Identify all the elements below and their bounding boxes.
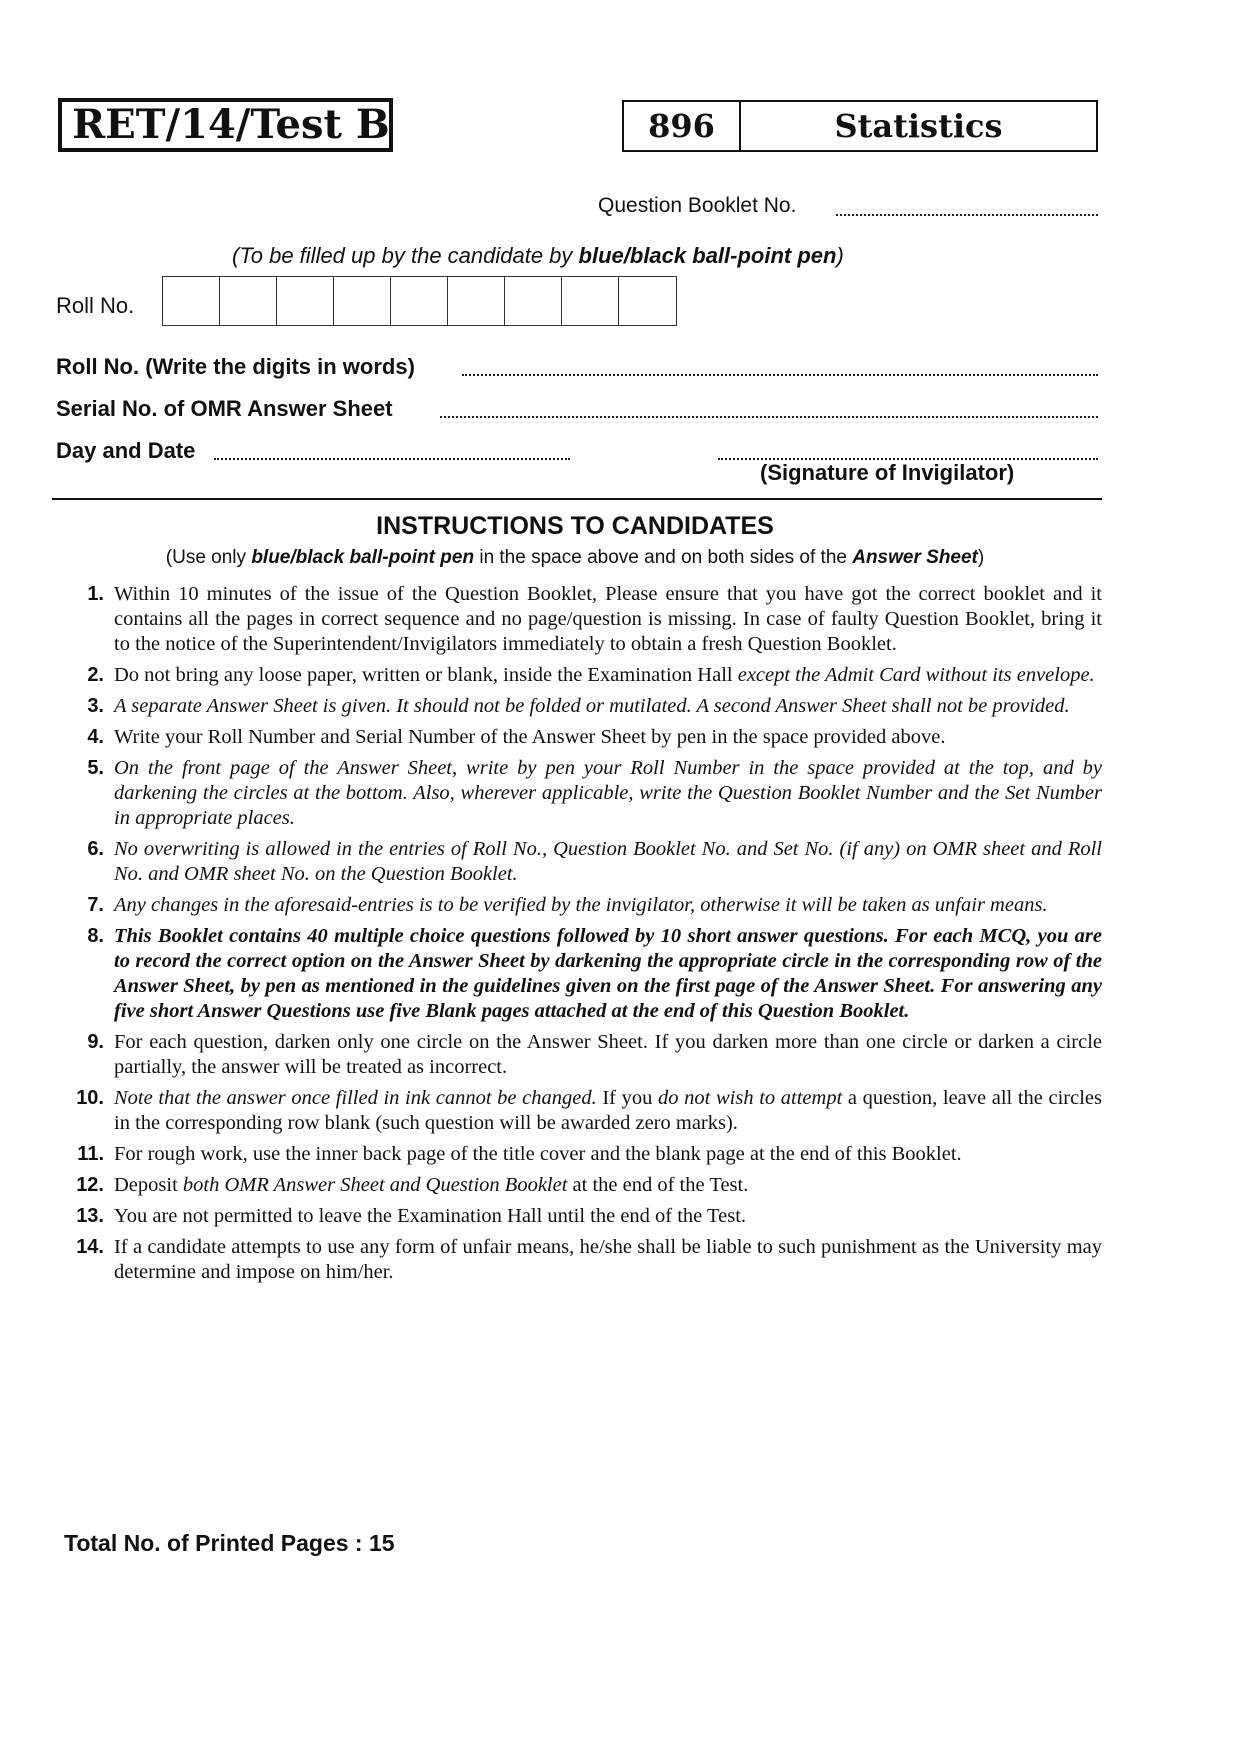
subject-code: 896 bbox=[624, 102, 741, 150]
roll-number-box[interactable] bbox=[391, 277, 448, 325]
roll-in-words-line[interactable] bbox=[462, 374, 1098, 376]
fill-instruction-note bbox=[232, 243, 844, 269]
instruction-text-part: Deposit bbox=[114, 1174, 183, 1196]
day-date-line[interactable] bbox=[214, 458, 570, 460]
instruction-text-part: For rough work, use the inner back page of the title cover and the blank page at the end of this Booklet. bbox=[114, 1143, 962, 1165]
fill-note-pre: (To be filled up by the candidate by bbox=[232, 243, 579, 268]
roll-number-label: Roll No. bbox=[56, 293, 135, 318]
total-printed-pages: Total No. of Printed Pages : 15 bbox=[64, 1530, 395, 1556]
instruction-text-part: Any changes in the aforesaid-entries is to be verified by the invigilator, otherwise it will be taken as unfair means. bbox=[114, 894, 1048, 916]
instruction-number: 6. bbox=[87, 838, 104, 860]
instruction-number: 9. bbox=[87, 1031, 104, 1053]
instruction-number: 11. bbox=[77, 1143, 104, 1165]
instruction-text-part: Within 10 minutes of the issue of the Question Booklet, Please ensure that you have got the correct booklet and it contains all the pages in correct sequence and no page/question is missing. In case of faulty Question Booklet, bring it to the notice of the Superintendent/Invigilators immediately to obtain a fresh Question Booklet. bbox=[114, 583, 1102, 655]
instruction-text-part: except the Admit Card without its envelope. bbox=[737, 664, 1095, 686]
day-date-label: Day and Date bbox=[56, 438, 196, 463]
instruction-text-part: If a candidate attempts to use any form of unfair means, he/she shall be liable to such punishment as the University may determine and impose on him/her. bbox=[114, 1236, 1102, 1283]
instruction-text-part: do not wish to attempt bbox=[658, 1087, 843, 1109]
roll-number-box[interactable] bbox=[220, 277, 277, 325]
instruction-item bbox=[56, 663, 1102, 688]
instruction-number: 14. bbox=[76, 1236, 104, 1258]
instructions-subtitle bbox=[0, 547, 1150, 569]
sub-post: ) bbox=[977, 547, 985, 568]
roll-number-box[interactable] bbox=[505, 277, 562, 325]
instruction-text-part: This Booklet contains 40 multiple choice questions followed by 10 short answer questions. For each MCQ, you are to record the correct option on the Answer Sheet by darkening the appropriate circle in the corresponding row of the Answer Sheet, by pen as mentioned in the guidelines given on the first page of the Answer Sheet. For answering any five short Answer Questions use five Blank pages attached at the end of this Question Booklet. bbox=[114, 925, 1102, 1022]
instruction-list bbox=[56, 582, 1102, 1291]
instruction-text-part: a question, leave all the circles in the corresponding row blank (such question will be awarded zero marks). bbox=[114, 1087, 1103, 1134]
instructions-title: INSTRUCTIONS TO CANDIDATES bbox=[376, 512, 774, 540]
instruction-text-part: For each question, darken only one circle on the Answer Sheet. If you darken more than one circle or darken a circle partially, the answer will be treated as incorrect. bbox=[114, 1031, 1102, 1078]
instruction-text bbox=[114, 582, 1102, 657]
roll-number-box[interactable] bbox=[619, 277, 676, 325]
instruction-text bbox=[114, 1030, 1102, 1080]
roll-number-box[interactable] bbox=[334, 277, 391, 325]
instruction-number: 13. bbox=[76, 1205, 104, 1227]
instruction-item bbox=[56, 694, 1102, 719]
booklet-number-dotted-line bbox=[836, 214, 1098, 216]
omr-serial-label: Serial No. of OMR Answer Sheet bbox=[56, 396, 393, 421]
fill-note-bold: blue/black ball-point pen bbox=[578, 243, 837, 268]
instruction-text bbox=[114, 1235, 1102, 1285]
roll-number-box[interactable] bbox=[163, 277, 220, 325]
sub-bold: blue/black ball-point pen bbox=[251, 547, 475, 568]
instruction-item bbox=[56, 725, 1102, 750]
roll-number-box[interactable] bbox=[277, 277, 334, 325]
instruction-text bbox=[114, 924, 1102, 1024]
instruction-item bbox=[56, 1204, 1102, 1229]
instruction-text-part: A separate Answer Sheet is given. It should not be folded or mutilated. A second Answer Sheet shall not be provided. bbox=[114, 695, 1070, 717]
signature-label: (Signature of Invigilator) bbox=[760, 460, 1015, 485]
instruction-text-part: Note that the answer once filled in ink cannot be changed. bbox=[114, 1087, 597, 1109]
instruction-text bbox=[114, 837, 1102, 887]
instruction-text bbox=[114, 1173, 1102, 1198]
instruction-item bbox=[56, 756, 1102, 831]
instruction-number: 4. bbox=[87, 726, 104, 748]
instruction-number: 3. bbox=[87, 695, 104, 717]
instruction-item bbox=[56, 1173, 1102, 1198]
roll-number-box[interactable] bbox=[562, 277, 619, 325]
instruction-text-part: On the front page of the Answer Sheet, write by pen your Roll Number in the space provided at the top, and by darkening the circles at the bottom. Also, wherever applicable, write the Question Booklet Number and the Set Number in appropriate places. bbox=[114, 757, 1102, 829]
subject-box bbox=[622, 100, 1098, 152]
instruction-text-part: You are not permitted to leave the Examination Hall until the end of the Test. bbox=[114, 1205, 747, 1227]
sub-mid: in the space above and on both sides of the bbox=[474, 547, 853, 568]
subject-name: Statistics bbox=[834, 107, 1003, 145]
divider bbox=[52, 498, 1102, 500]
instruction-number: 5. bbox=[87, 757, 104, 779]
instruction-text bbox=[114, 663, 1102, 688]
instruction-text-part: If you bbox=[596, 1087, 659, 1109]
instruction-number: 7. bbox=[87, 894, 104, 916]
sub-pre: (Use only bbox=[165, 547, 252, 568]
instruction-text bbox=[114, 893, 1102, 918]
instruction-text bbox=[114, 1142, 1102, 1167]
instruction-text-part: No overwriting is allowed in the entries of Roll No., Question Booklet No. and Set No. (if any) on OMR sheet and Roll No. and OMR sheet No. on the Question Booklet. bbox=[114, 838, 1102, 885]
booklet-number-label: Question Booklet No. bbox=[598, 194, 797, 217]
instruction-number: 2. bbox=[87, 664, 104, 686]
omr-serial-line[interactable] bbox=[440, 416, 1098, 418]
instruction-text-part: both OMR Answer Sheet and Question Booklet bbox=[182, 1174, 568, 1196]
instruction-text bbox=[114, 725, 1102, 750]
roll-in-words-label: Roll No. (Write the digits in words) bbox=[56, 354, 415, 379]
roll-number-box[interactable] bbox=[448, 277, 505, 325]
fill-note-post: ) bbox=[836, 243, 844, 268]
instruction-text bbox=[114, 1086, 1102, 1136]
instruction-item bbox=[56, 893, 1102, 918]
test-code-box bbox=[58, 98, 393, 152]
instruction-text-part: Do not bring any loose paper, written or blank, inside the Examination Hall bbox=[114, 664, 738, 686]
instruction-text-part: at the end of the Test. bbox=[567, 1174, 749, 1196]
instruction-item bbox=[56, 1086, 1102, 1136]
instruction-item bbox=[56, 1030, 1102, 1080]
instruction-number: 8. bbox=[87, 925, 104, 947]
test-code: RET/14/Test B bbox=[72, 101, 390, 148]
roll-number-boxes[interactable] bbox=[162, 276, 677, 326]
instruction-number: 1. bbox=[87, 583, 104, 605]
sub-bold2: Answer Sheet bbox=[852, 547, 978, 568]
instruction-text bbox=[114, 694, 1102, 719]
instruction-text bbox=[114, 756, 1102, 831]
instruction-item bbox=[56, 582, 1102, 657]
instruction-number: 10. bbox=[76, 1087, 104, 1109]
instruction-item bbox=[56, 1235, 1102, 1285]
instruction-item bbox=[56, 837, 1102, 887]
instruction-item bbox=[56, 924, 1102, 1024]
instruction-item bbox=[56, 1142, 1102, 1167]
instruction-text bbox=[114, 1204, 1102, 1229]
instruction-text-part: Write your Roll Number and Serial Number of the Answer Sheet by pen in the space provided above. bbox=[114, 726, 946, 748]
instruction-number: 12. bbox=[76, 1174, 104, 1196]
